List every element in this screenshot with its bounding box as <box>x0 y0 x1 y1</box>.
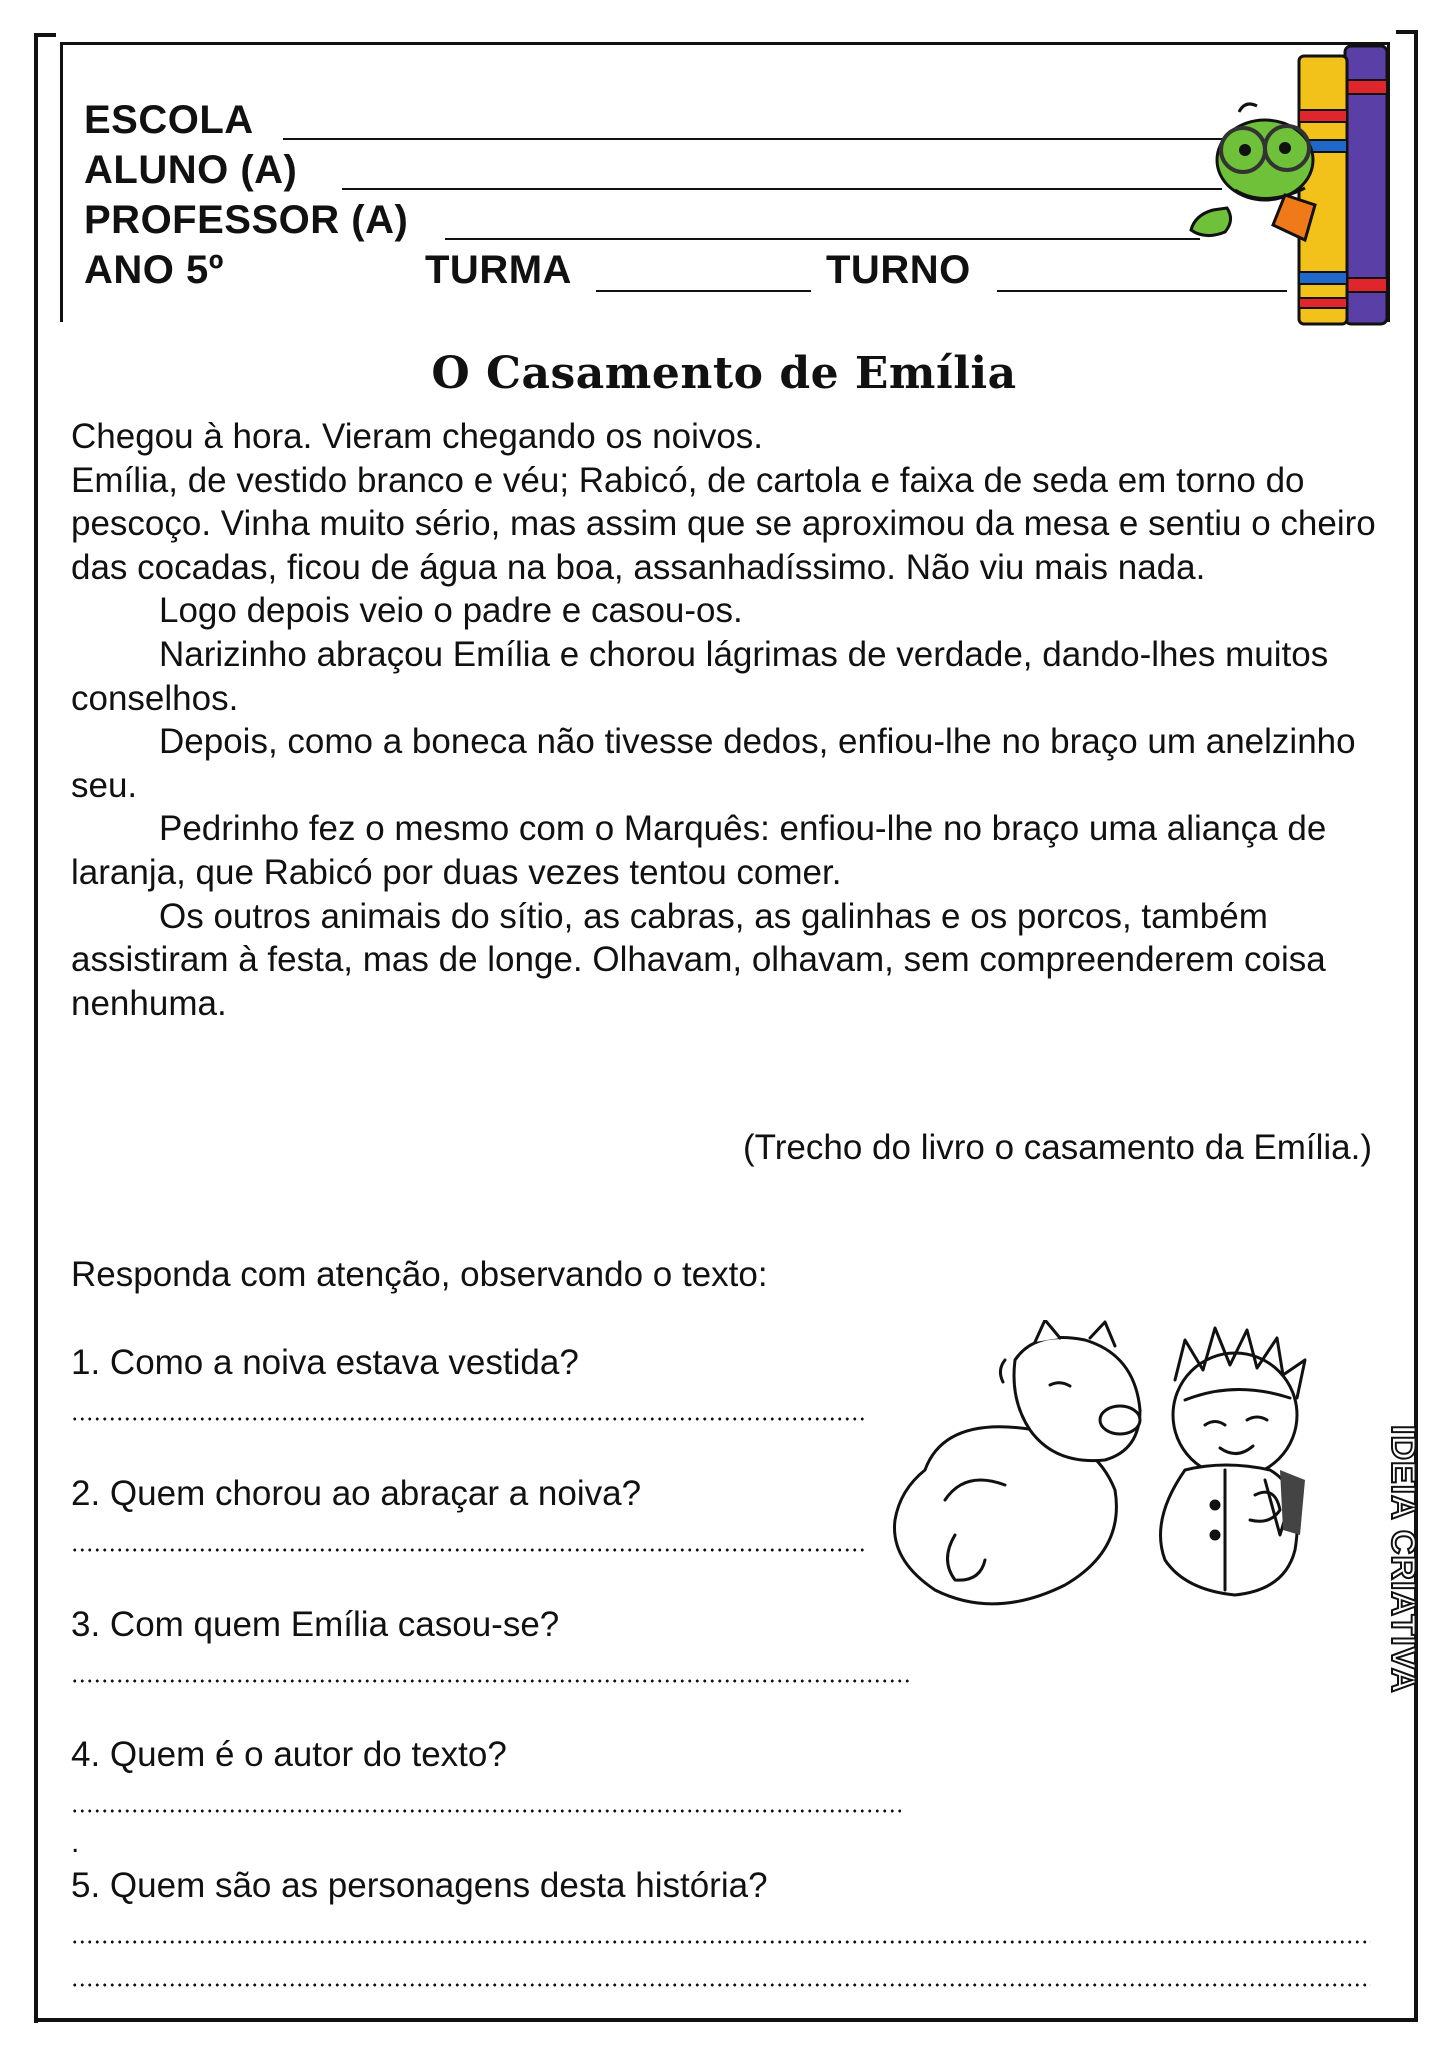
story-paragraph: Pedrinho fez o mesmo com o Marquês: enfiou-lhe no braço uma aliança de laranja, que Rabicó por duas vezes tentou comer. <box>71 809 1327 892</box>
page-border-corner <box>1396 30 1418 34</box>
instructions: Responda com atenção, observando o texto: <box>71 1255 768 1294</box>
emilia-body <box>1161 1465 1298 1595</box>
characters-illustration <box>885 1320 1380 1640</box>
brand-watermark <box>1384 1425 1439 1985</box>
story-paragraph: Os outros animais do sítio, as cabras, as galinhas e os porcos, também assistiram à festa, mas de longe. Olhavam, olhavam, sem compreenderem coisa nenhuma. <box>71 896 1326 1023</box>
class-label: TURMA <box>425 248 572 292</box>
page-border-bottom <box>34 2018 1418 2022</box>
emilia-head <box>1173 1353 1297 1477</box>
teacher-label: PROFESSOR (A) <box>84 198 409 242</box>
question-5: 5. Quem são as personagens desta história? <box>71 1866 768 1905</box>
page-border-corner <box>34 33 56 37</box>
frog-hand <box>1191 208 1231 236</box>
school-field[interactable] <box>283 138 1243 140</box>
year-label: ANO 5º <box>84 248 224 292</box>
question-1: 1. Como a noiva estava vestida? <box>71 1343 579 1382</box>
student-field[interactable] <box>342 188 1222 190</box>
source-citation: (Trecho do livro o casamento da Emília.) <box>743 1128 1372 1167</box>
question-4: 4. Quem é o autor do texto? <box>71 1735 507 1774</box>
teacher-field[interactable] <box>445 238 1200 240</box>
story-paragraph: Emília, de vestido branco e véu; Rabicó, de cartola e faixa de seda em torno do pescoço. Vinha muito sério, mas assim que se aproximou da mesa e sentiu o cheiro das cocadas, ficou de água na boa, assanhadíssimo. Não viu mais nada. <box>71 460 1376 587</box>
student-label: ALUNO (A) <box>84 148 298 192</box>
story-paragraph: Logo depois veio o padre e casou-os. <box>159 591 743 631</box>
question-3: 3. Com quem Emília casou-se? <box>71 1605 560 1644</box>
story-paragraph: Depois, como a boneca não tivesse dedos, enfiou-lhe no braço um anelzinho seu. <box>71 722 1356 805</box>
brand-text: IDEIA CRIATIVA <box>1384 1425 1422 1694</box>
answer-line-5b[interactable] <box>71 1982 1371 1988</box>
school-label: ESCOLA <box>84 98 254 142</box>
answer-line-1[interactable] <box>71 1416 867 1422</box>
page-title: O Casamento de Emília <box>431 348 1017 399</box>
page-border-left <box>34 33 38 2023</box>
class-field[interactable] <box>596 290 811 292</box>
story-paragraph: Chegou à hora. Vieram chegando os noivos. <box>71 417 764 456</box>
answer-line-4[interactable] <box>71 1808 901 1814</box>
answer-line-2[interactable] <box>71 1547 867 1553</box>
question-2: 2. Quem chorou ao abraçar a noiva? <box>71 1474 642 1513</box>
answer-line-5a[interactable] <box>71 1939 1371 1945</box>
story-text <box>71 415 1401 1025</box>
stray-dot: . <box>71 1826 80 1859</box>
books-frog-illustration <box>1165 40 1397 328</box>
answer-line-3[interactable] <box>71 1678 911 1684</box>
shift-label: TURNO <box>826 248 971 292</box>
story-paragraph: Narizinho abraçou Emília e chorou lágrimas de verdade, dando-lhes muitos conselhos. <box>71 634 1329 718</box>
pig-snout <box>1100 1406 1140 1434</box>
